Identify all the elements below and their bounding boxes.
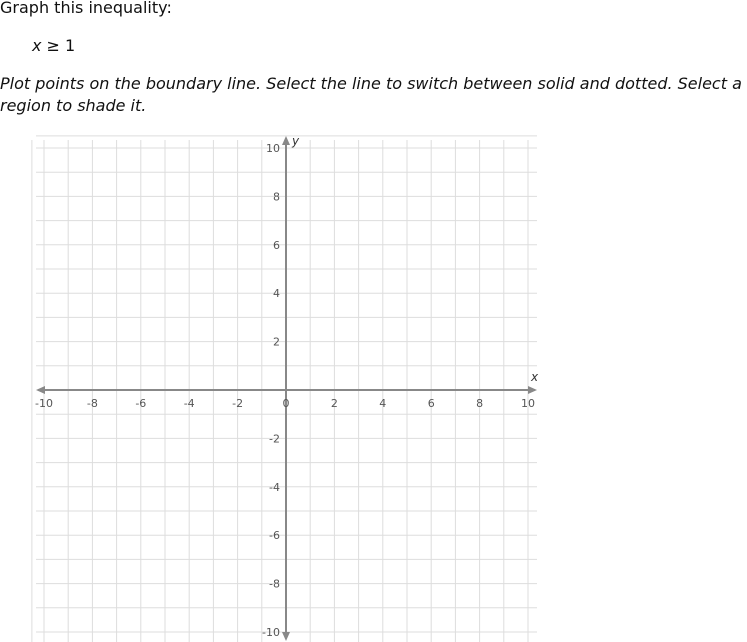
y-tick-label: 6 [273,238,280,252]
y-tick-label: -2 [269,432,280,446]
x-tick-label: 8 [476,397,484,410]
x-axis-label: x [531,370,539,384]
x-tick-label: 2 [330,397,338,410]
y-tick-label: 8 [273,190,280,204]
y-tick-label: 10 [266,142,280,155]
inequality-relation: ≥ 1 [41,36,76,55]
x-tick-label: 6 [427,397,435,410]
y-tick-label: 4 [273,287,280,301]
x-tick-label: 10 [521,397,535,410]
x-tick-label: -8 [86,397,98,410]
x-tick-label: 0 [282,397,290,410]
x-tick-label: -2 [232,397,244,410]
instructions-line-2: region to shade it. [0,96,147,115]
x-tick-label: -4 [183,397,195,410]
y-axis-label: y [292,134,300,148]
y-tick-label: -6 [269,529,280,543]
question-prompt: Graph this inequality: [0,0,172,17]
x-tick-label: 4 [379,397,387,410]
y-tick-label: 2 [273,335,280,349]
y-tick-label: -8 [269,577,280,591]
y-tick-label: -4 [269,480,280,494]
instructions-line-1: Plot points on the boundary line. Select the line to switch between solid and dotted. Select a [0,74,742,93]
y-tick-label: -10 [262,626,280,639]
x-tick-label: -6 [135,397,147,410]
x-tick-label: -10 [35,397,53,410]
inequality-variable: x [32,36,42,55]
